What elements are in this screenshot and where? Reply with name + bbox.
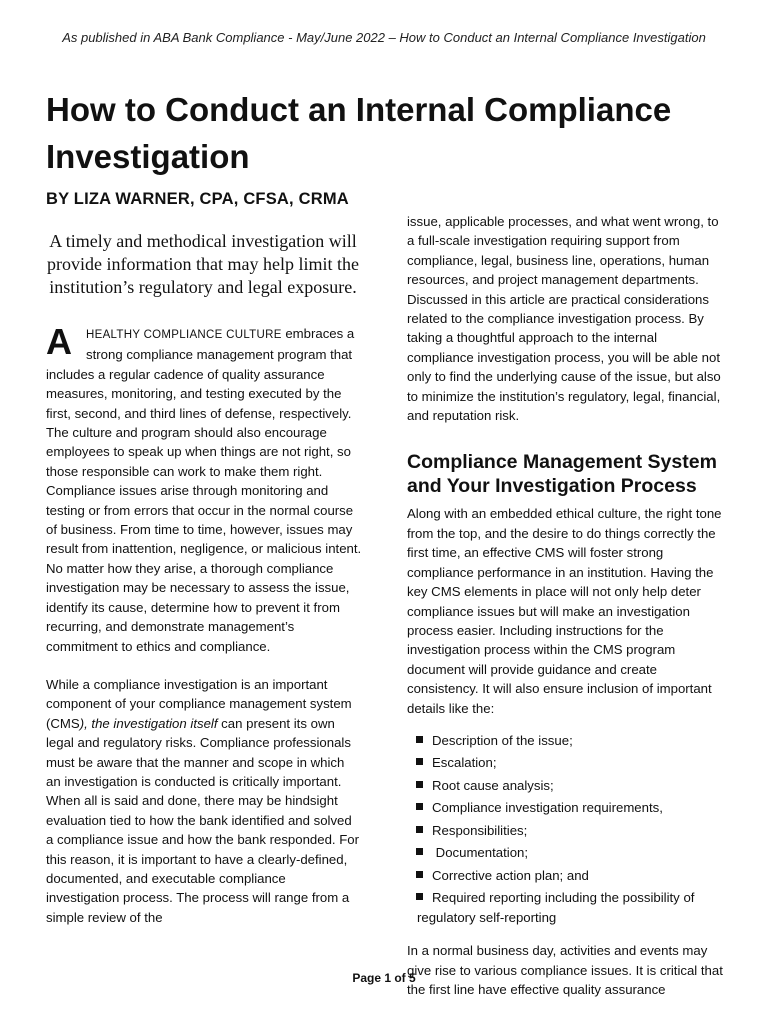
list-item <box>407 843 723 862</box>
intro-text: embraces a strong compliance management program that includes a regular cadence of quality assurance measures, monitoring, and testing executed by the first, second, and third lines of defense, respectively. The culture and program should also encourage employees to speak up when things are not right, so those responsible can work to make them right. Compliance issues arise through monitoring and testing or from errors that occur in the normal course of business. From time to time, however, issues may result from inattention, negligence, or malicious intent. No matter how they arise, a thorough compliance investigation may be necessary to assess the issue, identify its cause, determine how to prevent it from recurring, and demonstrate management’s commitment to ethics and compliance. <box>46 326 362 654</box>
lead-smallcaps: HEALTHY COMPLIANCE CULTURE <box>86 329 282 341</box>
list-item <box>407 776 723 795</box>
section-heading: Compliance Management System and Your Investigation Process <box>407 451 717 498</box>
list-item <box>407 731 723 750</box>
bullet-square-icon <box>416 736 423 743</box>
cms-text-start: While a compliance investigation is an important component of your compliance management system (CMS <box>46 676 352 731</box>
publication-note: As published in ABA Bank Compliance - May/June 2022 – How to Conduct an Internal Compliance Investigation <box>62 30 706 45</box>
list-item <box>407 753 723 772</box>
list-item-text: Corrective action plan; and <box>432 867 589 883</box>
bullet-square-icon <box>416 848 423 855</box>
list-item-text: Documentation; <box>432 845 529 861</box>
list-item-text: Escalation; <box>432 755 497 771</box>
list-item-text-continued: regulatory self-reporting <box>417 909 557 925</box>
list-item-text: Responsibilities; <box>432 822 528 838</box>
list-item <box>407 866 723 885</box>
list-item-text: Root cause analysis; <box>432 777 554 793</box>
cms-text-italic: ), the investigation itself <box>79 715 218 731</box>
article-title: How to Conduct an Internal Compliance Investigation <box>46 91 672 175</box>
cms-text-rest: can present its own legal and regulatory risks. Compliance professionals must be aware that the manner and scope in which an investigation is conducted is critically important. When all is said and done, there may be hindsight evaluation tied to how the bank identified and solved a compliance issue and how the bank responded. For this reason, it is important to have a clearly-defined, documented, and executable compliance investigation process. The process will range from a simple review of the <box>46 715 360 925</box>
list-item-text: Description of the issue; <box>432 732 573 748</box>
bullet-square-icon <box>416 803 423 810</box>
byline: BY LIZA WARNER, CPA, CFSA, CRMA <box>46 190 349 208</box>
drop-cap: A <box>46 321 72 362</box>
continued-paragraph: issue, applicable processes, and what went wrong, to a full-scale investigation requiring support from compliance, legal, business line, operations, human resources, and project management departments. Discussed in this article are practical considerations related to the compliance investigation process. By taking a thoughtful approach to the internal compliance investigation process, you will be able not only to find the underlying cause of the issue, but also to minimize the institution’s regulatory, legal, financial, and reputation risk. <box>407 214 721 424</box>
list-item <box>407 821 723 840</box>
intro-paragraph <box>46 321 362 656</box>
pullquote: A timely and methodical investigation will provide information that may help limit the institution’s regulatory and legal exposure. <box>47 231 359 297</box>
page-number: Page 1 of 5 <box>352 971 416 985</box>
closing-paragraph: In a normal business day, activities and events may give rise to various compliance issues. It is critical that the first line have effective quality assurance <box>407 943 723 998</box>
right-column <box>407 212 723 999</box>
bullet-square-icon <box>416 758 423 765</box>
left-column <box>46 321 362 927</box>
bullet-square-icon <box>416 893 423 900</box>
list-item-text: Required reporting including the possibility of <box>432 890 695 906</box>
bullet-square-icon <box>416 781 423 788</box>
cms-paragraph <box>46 675 362 927</box>
cms-elements-list <box>407 731 723 927</box>
list-item-text: Compliance investigation requirements, <box>432 800 663 816</box>
list-item <box>407 888 723 927</box>
bullet-square-icon <box>416 871 423 878</box>
bullet-square-icon <box>416 826 423 833</box>
list-item <box>407 798 723 817</box>
section-paragraph: Along with an embedded ethical culture, the right tone from the top, and the desire to do things correctly the first time, an effective CMS will foster strong compliance performance in an institution. Having the key CMS elements in place will not only help deter compliance issues but will make an investigation process easier. Including instructions for the investigation process within the CMS program document will provide guidance and create consistency. It will also ensure inclusion of important details like the: <box>407 506 722 716</box>
